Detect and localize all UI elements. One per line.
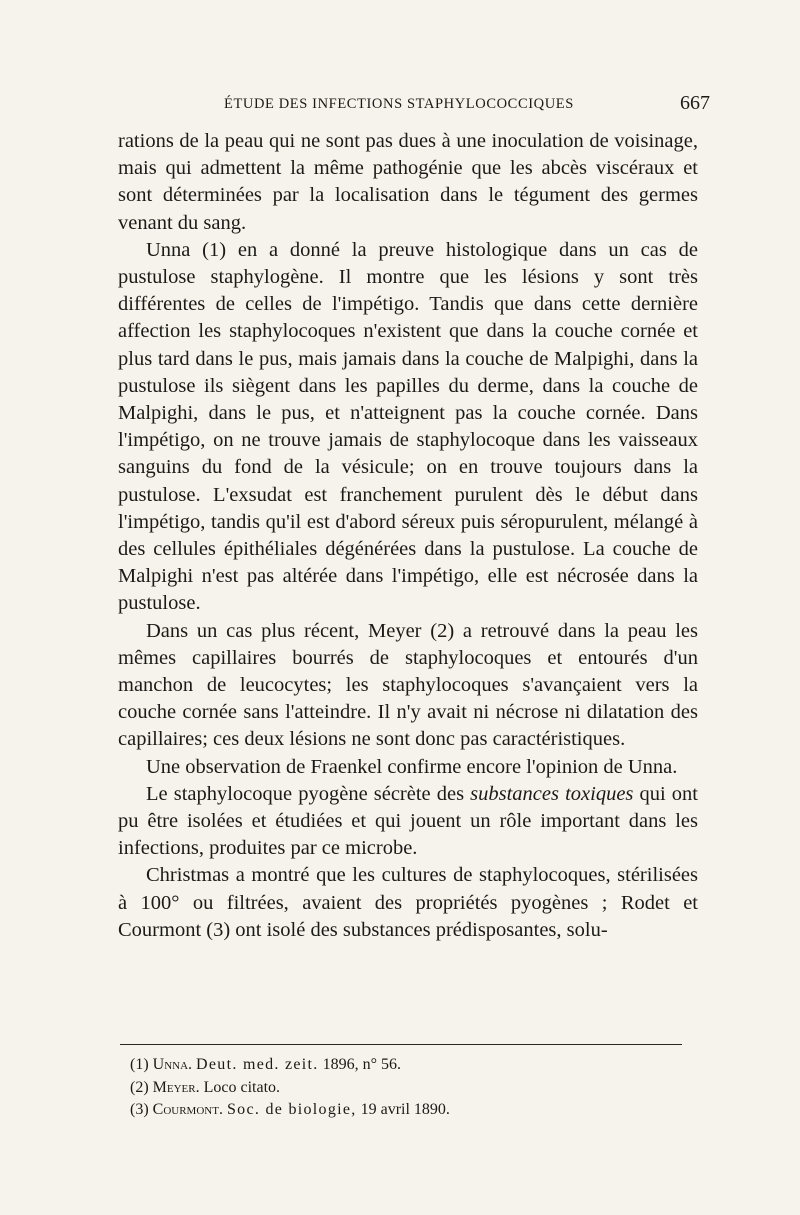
footnote-source: Soc. de biologie,	[226, 1101, 357, 1118]
paragraph-4: Une observation de Fraenkel confirme encore l'opinion de Unna.	[146, 755, 678, 778]
body-text	[118, 128, 698, 944]
footnote-1	[130, 1054, 690, 1077]
paragraph-5-italic: substances toxiques	[470, 782, 634, 805]
footnotes	[130, 1054, 690, 1122]
paragraph-6: Christmas a montré que les cultures de staphylocoques, stérilisées à 100° ou filtrées, avaient des propriétés pyogènes ; Rodet et Courmont (3) ont isolé des substances prédisposantes, solu-	[118, 864, 698, 941]
footnote-number: (2)	[130, 1078, 149, 1096]
footnote-author: Courmont.	[152, 1101, 223, 1118]
footnote-source: Deut. med. zeit.	[196, 1056, 319, 1073]
footnote-3	[130, 1099, 690, 1122]
page-number: 667	[680, 92, 710, 114]
footnote-author: Meyer.	[152, 1078, 200, 1096]
footnote-number: (3)	[130, 1101, 149, 1118]
footnote-divider	[120, 1044, 682, 1045]
paragraph-5	[118, 781, 698, 863]
footnote-number: (1)	[130, 1056, 149, 1073]
paragraph-5-start: Le staphylocoque pyogène sécrète des	[146, 782, 471, 805]
paragraph-5-end: qui ont pu être isolées et étudiées et qui jouent un rôle important dans les infections, produites par ce microbe.	[118, 782, 698, 860]
footnote-detail: 1896, n° 56.	[322, 1056, 401, 1073]
footnote-author: Unna.	[152, 1056, 193, 1073]
running-title: ÉTUDE DES INFECTIONS STAPHYLOCOCCIQUES	[224, 96, 574, 112]
footnote-detail: 19 avril 1890.	[360, 1101, 450, 1118]
paragraph-3: Dans un cas plus récent, Meyer (2) a retrouvé dans la peau les mêmes capillaires bourrés de staphylocoques et entourés d'un manchon de leucocytes; les staphylocoques s'avançaient vers la couche cornée sans l'atteindre. Il n'y avait ni nécrose ni dilatation des capillaires; ces deux lésions ne sont donc pas caractéristiques.	[118, 619, 698, 751]
running-head	[118, 94, 710, 116]
paragraph-1: rations de la peau qui ne sont pas dues à une inoculation de voisinage, mais qui admettent la même pathogénie que les abcès viscéraux et sont déterminées par la localisation dans le tégument des germes venant du sang.	[118, 130, 698, 234]
paragraph-2: Unna (1) en a donné la preuve histologique dans un cas de pustulose staphylogène. Il montre que les lésions y sont très différentes de celles de l'impétigo. Tandis que dans cette dernière affection les staphylocoques n'existent que dans la couche cornée et plus tard dans le pus, mais jamais dans la couche de Malpighi, dans la pustulose ils siègent dans les papilles du derme, dans la couche de Malpighi, dans le pus, et n'atteignent pas la couche cornée. Dans l'impétigo, on ne trouve jamais de staphylocoque dans les vaisseaux sanguins du fond de la vésicule; on en trouve toujours dans la pustulose. L'exsudat est franchement purulent dès le début dans l'impétigo, tandis qu'il est d'abord séreux puis séropurulent, mélangé à des cellules épithéliales dégénérées dans la pustulose. La couche de Malpighi n'est pas altérée dans l'impétigo, elle est nécrosée dans la pustulose.	[118, 238, 698, 615]
footnote-2	[130, 1077, 690, 1100]
footnote-detail: Loco citato.	[203, 1078, 281, 1096]
